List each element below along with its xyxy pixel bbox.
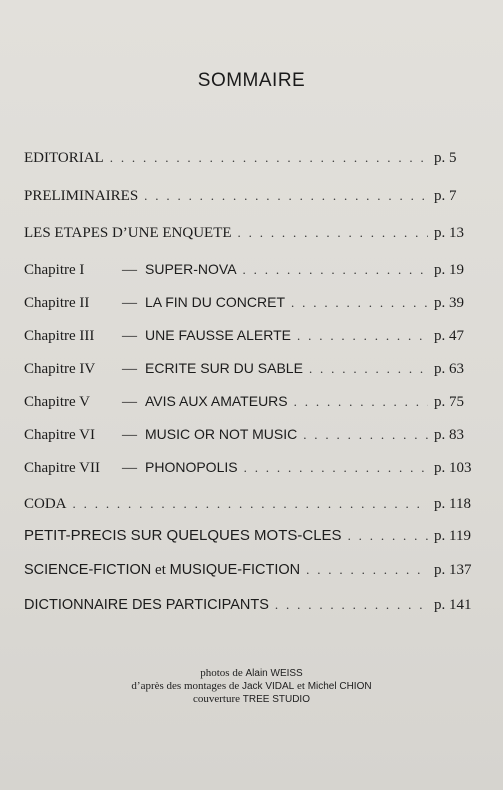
chapter-number: Chapitre V xyxy=(24,394,90,410)
toc-entry-chapitre-6 xyxy=(24,426,486,448)
toc-page-number: p. 13 xyxy=(434,225,464,241)
dot-leader xyxy=(144,188,428,204)
toc-entry-chapitre-3 xyxy=(24,327,486,349)
toc-entry-label: PHONOPOLIS xyxy=(145,459,238,475)
toc-page-number: p. 119 xyxy=(434,528,471,544)
toc-page-number: p. 7 xyxy=(434,188,457,204)
toc-entry-label: PETIT-PRECIS SUR QUELQUES MOTS-CLES xyxy=(24,527,342,544)
toc-entry-chapitre-1 xyxy=(24,261,486,283)
toc-entry-petit-precis xyxy=(24,527,486,549)
chapter-number: Chapitre I xyxy=(24,262,85,278)
toc-entry-label: UNE FAUSSE ALERTE xyxy=(145,327,292,343)
toc-entry-label: ECRITE SUR DU SABLE xyxy=(145,360,303,376)
toc-entry-dictionnaire xyxy=(24,597,486,619)
toc-entry-label: MUSIC OR NOT MUSIC xyxy=(145,426,298,442)
credits-name: TREE STUDIO xyxy=(242,694,310,705)
toc-page-number: p. 137 xyxy=(434,562,472,578)
credits-name: Michel CHION xyxy=(307,681,372,692)
toc-entry-label: CODA xyxy=(24,496,67,512)
toc-page-number: p. 47 xyxy=(434,328,464,344)
toc-entry-chapitre-2 xyxy=(24,294,486,316)
toc-page-number: p. 63 xyxy=(434,361,464,377)
toc-entry-les-etapes xyxy=(24,225,486,247)
credits-text: et xyxy=(294,680,308,692)
toc-page-number: p. 118 xyxy=(434,496,471,512)
toc-page-number: p. 75 xyxy=(434,394,464,410)
dot-leader xyxy=(291,295,428,311)
toc-entry-label: EDITORIAL xyxy=(24,150,104,166)
toc-entry-chapitre-4 xyxy=(24,360,486,382)
chapter-dash: — xyxy=(122,361,137,377)
toc-entry-label: SUPER-NOVA xyxy=(145,261,237,277)
credits-text: photos de xyxy=(200,667,246,679)
chapter-number: Chapitre VII xyxy=(24,460,100,476)
dot-leader xyxy=(348,528,428,544)
credits-text: d’après des montages de xyxy=(131,680,242,692)
credits-name: Alain WEISS xyxy=(245,668,303,679)
toc-entry-label: PRELIMINAIRES xyxy=(24,188,139,204)
dot-leader xyxy=(243,262,428,278)
dot-leader xyxy=(306,562,428,578)
toc-entry-editorial xyxy=(24,150,486,172)
chapter-number: Chapitre VI xyxy=(24,427,95,443)
chapter-dash: — xyxy=(122,295,137,311)
credits-line-montages xyxy=(0,680,503,693)
dot-leader xyxy=(303,427,428,443)
toc-entry-label-part-1: SCIENCE-FICTION xyxy=(24,562,152,578)
chapter-dash: — xyxy=(122,427,137,443)
credits-text: couverture xyxy=(192,693,243,705)
toc-page-number: p. 5 xyxy=(434,150,457,166)
toc-page-number: p. 39 xyxy=(434,295,464,311)
toc-entry-label-part-3: MUSIQUE-FICTION xyxy=(169,562,301,578)
page-title: SOMMAIRE xyxy=(197,70,306,91)
dot-leader xyxy=(73,496,428,512)
dot-leader xyxy=(309,361,428,377)
chapter-number: Chapitre IV xyxy=(24,361,96,377)
toc-entry-science-fiction xyxy=(24,562,486,584)
chapter-dash: — xyxy=(122,262,137,278)
toc-entry-chapitre-5 xyxy=(24,393,486,415)
credits-block xyxy=(0,667,503,706)
dot-leader xyxy=(110,150,428,166)
dot-leader xyxy=(297,328,428,344)
toc-entry-label-part-2: et xyxy=(151,562,170,578)
dot-leader xyxy=(238,225,428,241)
toc-entry-label: DICTIONNAIRE DES PARTICIPANTS xyxy=(24,597,269,613)
toc-page-number: p. 103 xyxy=(434,460,472,476)
dot-leader xyxy=(275,597,428,613)
toc-entry-label: AVIS AUX AMATEURS xyxy=(145,393,288,409)
toc-entry-preliminaires xyxy=(24,188,486,210)
toc-page-number: p. 141 xyxy=(434,597,472,613)
credits-line-cover xyxy=(0,693,503,706)
credits-line-photos xyxy=(0,667,503,680)
toc-page-number: p. 19 xyxy=(434,262,464,278)
chapter-dash: — xyxy=(122,460,137,476)
toc-entry-chapitre-7 xyxy=(24,459,486,481)
dot-leader xyxy=(294,394,428,410)
chapter-number: Chapitre III xyxy=(24,328,95,344)
chapter-number: Chapitre II xyxy=(24,295,90,311)
toc-entry-label: LA FIN DU CONCRET xyxy=(145,294,286,310)
toc-entry-coda xyxy=(24,496,486,518)
toc-entry-label: LES ETAPES D’UNE ENQUETE xyxy=(24,225,232,241)
chapter-dash: — xyxy=(122,328,137,344)
toc-page-number: p. 83 xyxy=(434,427,464,443)
credits-name: Jack VIDAL xyxy=(241,681,295,692)
chapter-dash: — xyxy=(122,394,137,410)
dot-leader xyxy=(244,460,428,476)
